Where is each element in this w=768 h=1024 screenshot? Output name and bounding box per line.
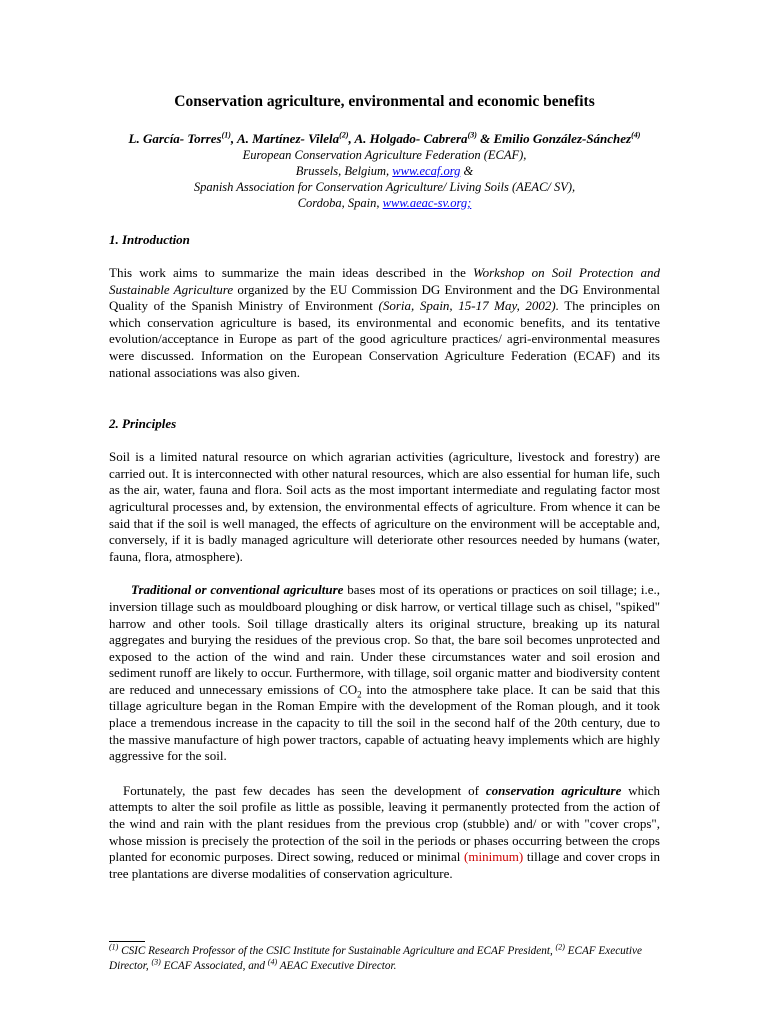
author-name: A. Holgado- Cabrera — [354, 131, 468, 146]
affiliation-line — [109, 195, 660, 211]
co2-subscript: 2 — [357, 689, 362, 700]
body-text: which attempts to alter the soil profile as little as possible, leaving it permanently protected from the action of the wind and rain with the plant residues from the previous crop (stubble) and/ or with "cover crops", whose mission is precisely the protection of the soil in the periods or phases occurring between the crops planted for economic purposes. Direct sowing, reduced or minimal — [109, 782, 660, 865]
affiliation-line — [109, 163, 660, 179]
footnote-text: AEAC Executive Director. — [277, 960, 397, 972]
author-mark: (4) — [631, 130, 641, 140]
author-name: L. García- Torres — [128, 131, 222, 146]
minimum-highlight: (minimum) — [464, 849, 524, 865]
author-list — [109, 130, 660, 147]
footnote-mark: (1) — [109, 942, 119, 952]
body-text: organized by the EU Commission DG Environment and the DG Environmental Quality of the Spanish Ministry of Environment — [109, 281, 660, 314]
traditional-agriculture-paragraph — [109, 582, 660, 765]
conservation-agriculture-paragraph — [109, 783, 660, 883]
author-mark: (1) — [221, 130, 231, 140]
section-heading-principles: 2. Principles — [109, 416, 177, 432]
aeac-website-link[interactable]: www.aeac-sv.org — [382, 196, 468, 210]
body-text: into the atmosphere take place. It can be said that this tillage agriculture began in the Roman Empire with the development of the Roman plough, and it took place a tremendous increase in the capacity to till the soil in the second half of the 20th century, due to the massive manufacture of high power tractors, capable of actuating heavy implements which are highly aggressive for the soil. — [109, 681, 660, 764]
footnote — [109, 944, 660, 974]
intro-paragraph — [109, 265, 660, 381]
author-separator: , — [348, 131, 355, 146]
affiliation-text: ; — [467, 196, 472, 210]
affiliation-line: European Conservation Agriculture Federation (ECAF), — [242, 148, 527, 162]
affiliation-block — [109, 147, 660, 211]
affiliation-text: & — [460, 164, 474, 178]
conservation-agriculture-term: conservation agriculture — [485, 782, 622, 798]
workshop-title: Workshop on Soil Protection and Sustainable Agriculture — [109, 265, 661, 297]
footnote-text: CSIC Research Professor of the CSIC Institute for Sustainable Agriculture and ECAF President, — [118, 945, 556, 957]
section-heading-introduction: 1. Introduction — [109, 232, 190, 247]
body-text: This work aims to summarize the main ideas described in the — [109, 265, 473, 280]
footnote-text: ECAF Associated, and — [160, 960, 268, 972]
body-text: The principles on which conservation agriculture is based, its environmental and economic benefits, and its tentative evolution/acceptance in Europe as part of the good agriculture practices/ agri-environmental measures were discussed. Information on the European Conservation Agriculture Federation (ECAF) and its national associations was also given. — [109, 298, 661, 380]
body-text: Fortunately, the past few decades has seen the development of — [123, 782, 486, 798]
author-mark: (2) — [339, 130, 349, 140]
footnote-mark: (3) — [151, 957, 161, 967]
author-name: Emilio González-Sánchez — [493, 131, 632, 146]
body-text: bases most of its operations or practices on soil tillage; i.e., inversion tillage such as mouldboard ploughing or disk harrow, or vertical tillage such as chisel, "spiked" harrow and other tools. Soil tillage drastically alters its original structure, breaking up its natural aggregates and burying the residues of the previous crop. So that, the bare soil becomes unprotected and exposed to the action of the wind and rain. Under these circumstances water and soil erosion and sediment runoff are likely to occur. Furthermore, with tillage, soil organic matter and biodiversity content are reduced and unnecessary emissions of CO — [109, 582, 660, 697]
soil-paragraph: Soil is a limited natural resource on which agrarian activities (agriculture, livestock and forestry) are carried out. It is interconnected with other natural resources, which are also essential for human life, such as the air, water, fauna and flora. Soil acts as the most important intermediate and regulating factor most agricultural processes and, by extension, the environmental effects of agriculture. From whence it can be said that if the soil is well managed, the effects of agriculture on the environment will be acceptable and, conversely, if it is badly managed agriculture will deteriorate other resources needed by humans (water, fauna, flora, atmosphere). — [109, 449, 660, 564]
affiliation-text: Cordoba, Spain, — [297, 196, 383, 210]
body-text: tillage and cover crops in tree plantations are diverse modalities of conservation agriculture. — [109, 849, 660, 881]
author-separator: & — [476, 131, 494, 146]
traditional-agriculture-term: Traditional or conventional agriculture — [131, 582, 344, 598]
ecaf-website-link[interactable]: www.ecaf.org — [392, 164, 461, 178]
author-mark: (3) — [467, 130, 477, 140]
paper-title: Conservation agriculture, environmental and economic benefits — [174, 93, 595, 110]
author-name: A. Martínez- Vilela — [236, 131, 340, 146]
footnote-mark: (4) — [267, 957, 278, 967]
author-separator: , — [230, 131, 237, 146]
affiliation-text: Brussels, Belgium, — [295, 164, 393, 178]
footnote-text: ECAF Executive Director, — [109, 945, 642, 972]
affiliation-line: Spanish Association for Conservation Agriculture/ Living Soils (AEAC/ SV), — [193, 180, 576, 194]
workshop-place: (Soria, Spain, 15-17 May, 2002). — [378, 298, 559, 314]
footnote-mark: (2) — [555, 942, 565, 952]
